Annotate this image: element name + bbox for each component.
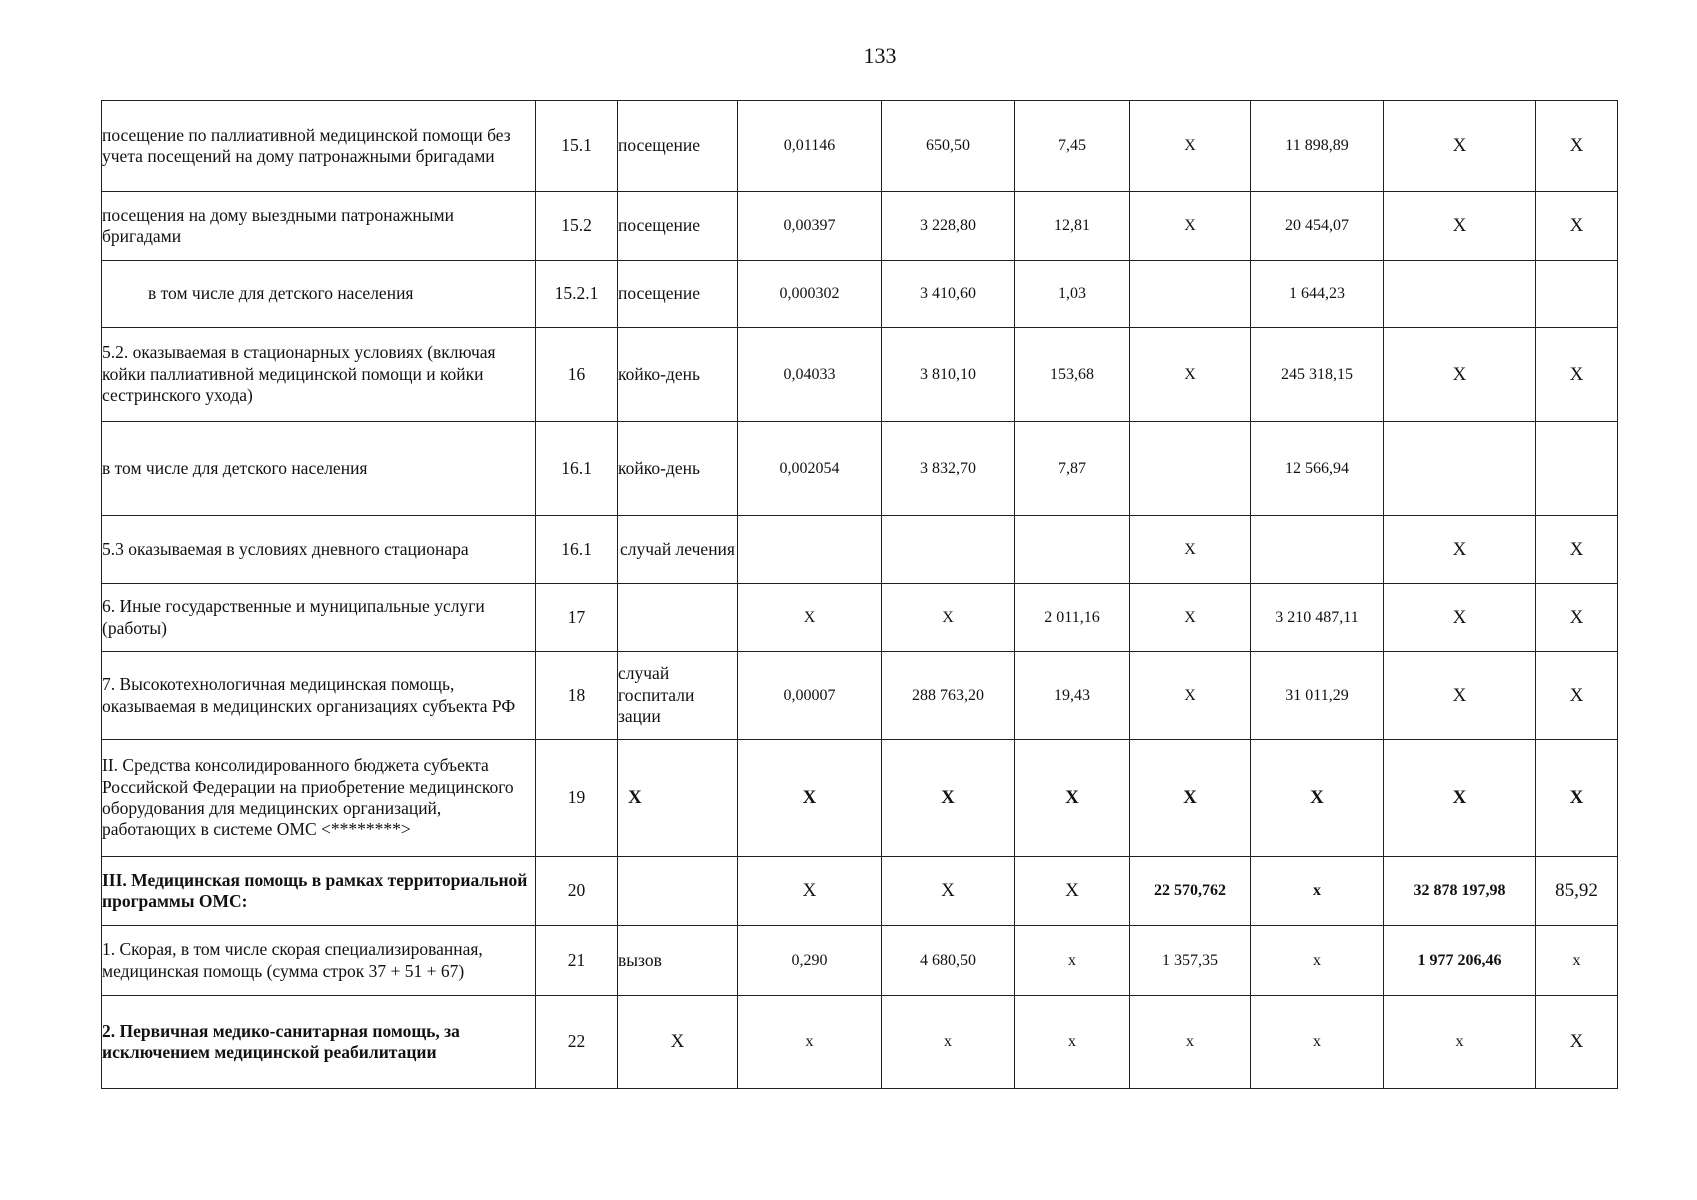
cell-c10: Х <box>1536 192 1618 261</box>
row-name: 5.2. оказываемая в стационарных условиях (включая койки паллиативной медицинской помощи и койки сестринского ухода) <box>102 328 536 422</box>
cell-c8: х <box>1251 996 1384 1089</box>
cell-c7 <box>1130 261 1251 328</box>
cell-c8: 11 898,89 <box>1251 101 1384 192</box>
cell-c4: Х <box>738 740 882 857</box>
cell-c10: Х <box>1536 328 1618 422</box>
cell-c4: 0,002054 <box>738 422 882 516</box>
cell-c4: 0,04033 <box>738 328 882 422</box>
table-row <box>102 516 1618 584</box>
cell-c9: Х <box>1384 652 1536 740</box>
row-unit: посещение <box>618 261 738 328</box>
row-unit: Х <box>618 740 738 857</box>
cell-c6: 153,68 <box>1015 328 1130 422</box>
cell-c6: 2 011,16 <box>1015 584 1130 652</box>
cell-c5: 3 832,70 <box>882 422 1015 516</box>
table-row <box>102 996 1618 1089</box>
cell-c10: 85,92 <box>1536 857 1618 926</box>
row-name: 6. Иные государственные и муниципальные услуги (работы) <box>102 584 536 652</box>
row-unit: вызов <box>618 926 738 996</box>
row-name: посещения на дому выездными патронажными бригадами <box>102 192 536 261</box>
cell-c4: 0,00007 <box>738 652 882 740</box>
cell-c4: 0,01146 <box>738 101 882 192</box>
row-code: 18 <box>536 652 618 740</box>
cell-c5: 650,50 <box>882 101 1015 192</box>
row-unit: койко-день <box>618 422 738 516</box>
table-row <box>102 584 1618 652</box>
row-code: 21 <box>536 926 618 996</box>
cell-c7: Х <box>1130 740 1251 857</box>
cell-c10: Х <box>1536 740 1618 857</box>
cell-c7: Х <box>1130 101 1251 192</box>
cell-c6 <box>1015 516 1130 584</box>
row-unit: Х <box>618 996 738 1089</box>
cell-c5: 3 810,10 <box>882 328 1015 422</box>
cell-c8: х <box>1251 857 1384 926</box>
cell-c10: Х <box>1536 516 1618 584</box>
row-name: посещение по паллиативной медицинской помощи без учета посещений на дому патронажными бригадами <box>102 101 536 192</box>
cell-c9: Х <box>1384 328 1536 422</box>
cell-c10: х <box>1536 926 1618 996</box>
cell-c4: 0,00397 <box>738 192 882 261</box>
cell-c4: Х <box>738 584 882 652</box>
row-code: 15.1 <box>536 101 618 192</box>
cell-c6: 7,87 <box>1015 422 1130 516</box>
cell-c4: Х <box>738 857 882 926</box>
cell-c9 <box>1384 261 1536 328</box>
table-row <box>102 192 1618 261</box>
data-table <box>101 100 1618 1089</box>
cell-c10 <box>1536 422 1618 516</box>
cell-c6: Х <box>1015 857 1130 926</box>
cell-c6: 19,43 <box>1015 652 1130 740</box>
cell-c4: 0,000302 <box>738 261 882 328</box>
cell-c9: Х <box>1384 192 1536 261</box>
cell-c8 <box>1251 516 1384 584</box>
cell-c7: Х <box>1130 652 1251 740</box>
row-code: 22 <box>536 996 618 1089</box>
cell-c7: х <box>1130 996 1251 1089</box>
cell-c8: х <box>1251 926 1384 996</box>
cell-c9 <box>1384 422 1536 516</box>
table-row <box>102 857 1618 926</box>
cell-c9: Х <box>1384 516 1536 584</box>
table-row <box>102 261 1618 328</box>
row-name: III. Медицинская помощь в рамках территориальной программы ОМС: <box>102 857 536 926</box>
cell-c9: Х <box>1384 584 1536 652</box>
row-name: II. Средства консолидированного бюджета субъекта Российской Федерации на приобретение медицинского оборудования для медицинских организаций, работающих в системе ОМС <********> <box>102 740 536 857</box>
cell-c7: Х <box>1130 192 1251 261</box>
cell-c7: Х <box>1130 584 1251 652</box>
cell-c6: х <box>1015 926 1130 996</box>
row-name: 2. Первичная медико-санитарная помощь, за исключением медицинской реабилитации <box>102 996 536 1089</box>
cell-c8: 1 644,23 <box>1251 261 1384 328</box>
row-code: 19 <box>536 740 618 857</box>
row-name: в том числе для детского населения <box>102 422 536 516</box>
cell-c6: 12,81 <box>1015 192 1130 261</box>
row-code: 15.2 <box>536 192 618 261</box>
cell-c4: 0,290 <box>738 926 882 996</box>
cell-c5: 4 680,50 <box>882 926 1015 996</box>
row-unit: случай лечения <box>618 516 738 584</box>
page-number: 133 <box>863 43 897 68</box>
cell-c8: 20 454,07 <box>1251 192 1384 261</box>
row-unit: случай госпитали зации <box>618 652 738 740</box>
cell-c9: Х <box>1384 740 1536 857</box>
cell-c10: Х <box>1536 652 1618 740</box>
cell-c5: Х <box>882 857 1015 926</box>
cell-c10: Х <box>1536 996 1618 1089</box>
cell-c9: 32 878 197,98 <box>1384 857 1536 926</box>
row-code: 20 <box>536 857 618 926</box>
table-row <box>102 328 1618 422</box>
cell-c8: Х <box>1251 740 1384 857</box>
cell-c8: 31 011,29 <box>1251 652 1384 740</box>
table-row <box>102 652 1618 740</box>
cell-c4 <box>738 516 882 584</box>
cell-c7: Х <box>1130 516 1251 584</box>
cell-c6: 1,03 <box>1015 261 1130 328</box>
cell-c10: Х <box>1536 584 1618 652</box>
cell-c9: Х <box>1384 101 1536 192</box>
row-code: 16 <box>536 328 618 422</box>
cell-c7: Х <box>1130 328 1251 422</box>
cell-c5 <box>882 516 1015 584</box>
row-name: 1. Скорая, в том числе скорая специализированная, медицинская помощь (сумма строк 37 + 51 + 67) <box>102 926 536 996</box>
row-code: 16.1 <box>536 422 618 516</box>
cell-c6: х <box>1015 996 1130 1089</box>
cell-c9: 1 977 206,46 <box>1384 926 1536 996</box>
table-row <box>102 926 1618 996</box>
row-unit: посещение <box>618 101 738 192</box>
cell-c6: 7,45 <box>1015 101 1130 192</box>
cell-c9: х <box>1384 996 1536 1089</box>
row-code: 17 <box>536 584 618 652</box>
row-name: 7. Высокотехнологичная медицинская помощь, оказываемая в медицинских организациях субъекта РФ <box>102 652 536 740</box>
cell-c5: 3 228,80 <box>882 192 1015 261</box>
row-unit <box>618 857 738 926</box>
cell-c5: Х <box>882 740 1015 857</box>
cell-c8: 3 210 487,11 <box>1251 584 1384 652</box>
cell-c8: 245 318,15 <box>1251 328 1384 422</box>
cell-c7 <box>1130 422 1251 516</box>
row-unit <box>618 584 738 652</box>
row-unit: посещение <box>618 192 738 261</box>
row-code: 16.1 <box>536 516 618 584</box>
cell-c5: х <box>882 996 1015 1089</box>
table-row <box>102 101 1618 192</box>
cell-c6: Х <box>1015 740 1130 857</box>
cell-c10 <box>1536 261 1618 328</box>
row-name: в том числе для детского населения <box>102 261 536 328</box>
cell-c5: 3 410,60 <box>882 261 1015 328</box>
cell-c7: 1 357,35 <box>1130 926 1251 996</box>
cell-c7: 22 570,762 <box>1130 857 1251 926</box>
row-name: 5.3 оказываемая в условиях дневного стационара <box>102 516 536 584</box>
cell-c4: х <box>738 996 882 1089</box>
table-row <box>102 740 1618 857</box>
cell-c5: Х <box>882 584 1015 652</box>
cell-c8: 12 566,94 <box>1251 422 1384 516</box>
table-row <box>102 422 1618 516</box>
row-unit: койко-день <box>618 328 738 422</box>
row-code: 15.2.1 <box>536 261 618 328</box>
cell-c10: Х <box>1536 101 1618 192</box>
cell-c5: 288 763,20 <box>882 652 1015 740</box>
